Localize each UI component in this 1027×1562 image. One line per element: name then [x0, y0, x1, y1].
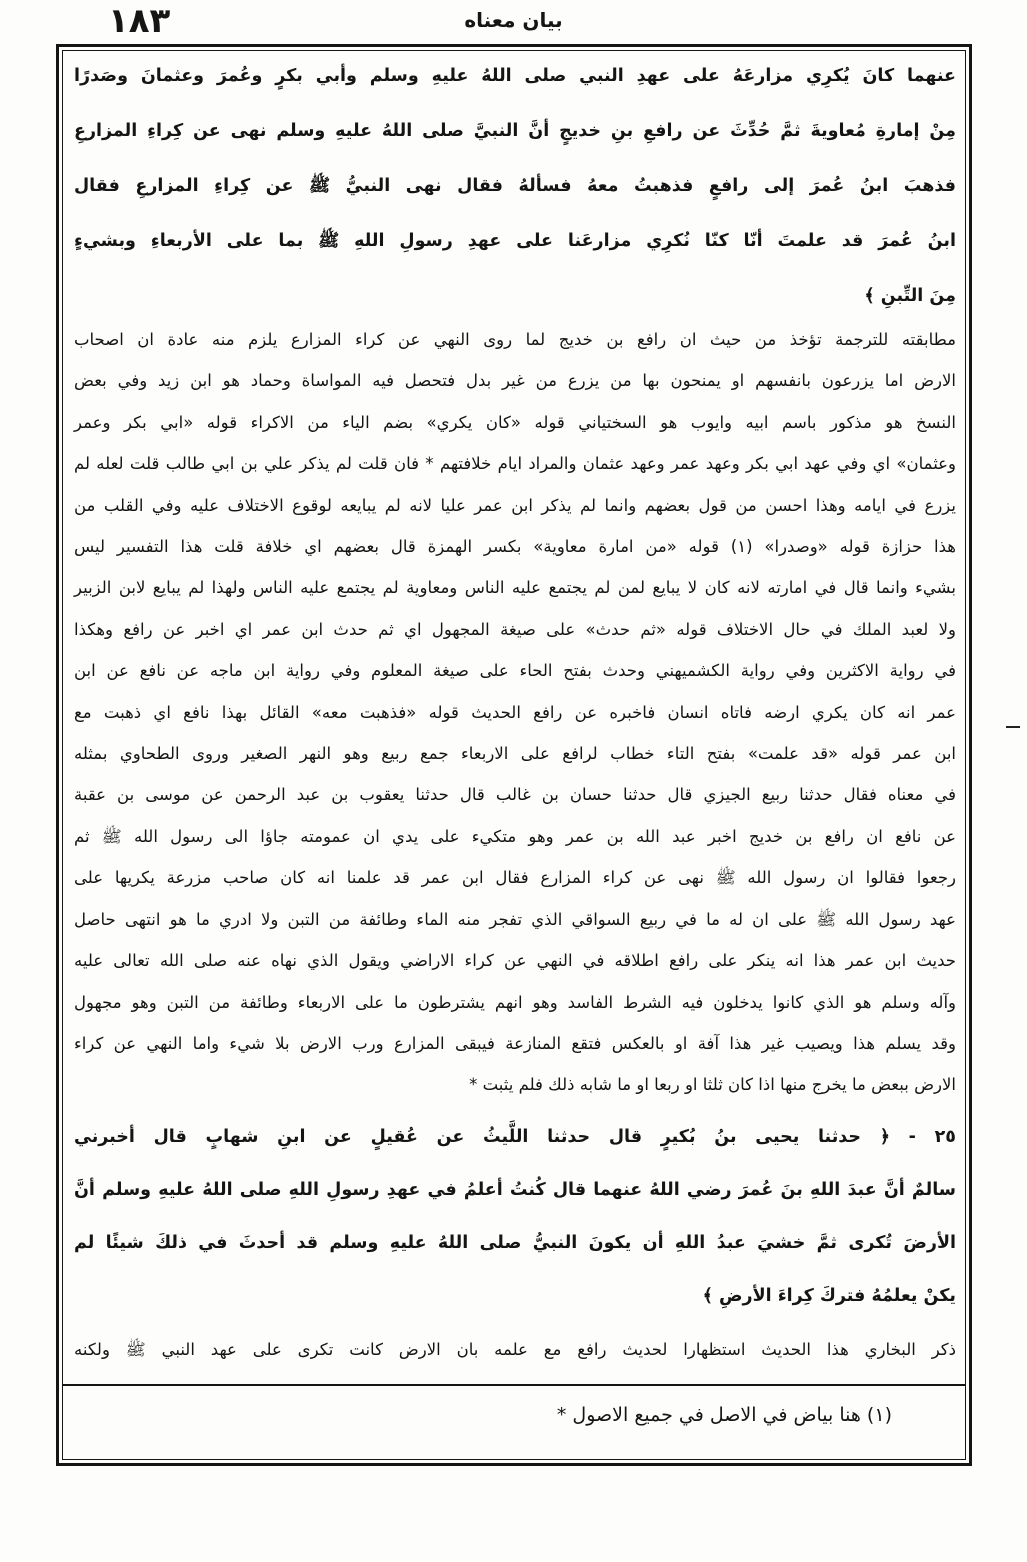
commentary-line: وآله وسلم هو الذي كانوا يدخلون فيه الشرط الفاسد وهو انهم يشترطون ما على الاربعاء وطائفة من التبن وهو مجهول	[74, 992, 956, 1012]
commentary-line: بشيء وانما قال في امارته لانه كان لا يبايع لمن لم يجتمع عليه الناس ومعاوية لم يجتمع عليه الناس ولهذا لم يبايع لابن الزبير	[74, 578, 956, 598]
commentary-line: وقد يسلم هذا ويصيب غير هذا آفة او بالعكس فتقع المنازعة فيبقى المزارع ورب الارض بلا شيء واما النهي عن كراء	[74, 1033, 956, 1053]
commentary-line: هذا حزازة قوله «وصدرا» (١) قوله «من امارة معاوية» بكسر الهمزة قال بعضهم اي خلافة قلت هذا التفسير ليس	[74, 537, 956, 557]
hadith-text-line: مِنَ التِّبنِ ﴾	[864, 286, 956, 306]
footnote: (١) هنا بياض في الاصل في جميع الاصول *	[556, 1404, 892, 1426]
commentary-block	[74, 319, 956, 1106]
margin-scan-mark	[1006, 726, 1020, 728]
commentary-line: ولا لعبد الملك في حال الاختلاف قوله «ثم حدث» على صيغة المجهول اي ثم حدث ابن عمر اي اخبر عن رافع وهكذا	[74, 619, 956, 639]
commentary-line: عهد رسول الله ﷺ على ان له ما في ربيع السواقي الذي تفجر منه الماء وطائفة من التبن ولا ادري ما هو انتهى حاصل	[74, 909, 956, 929]
commentary-line: رجعوا فقالوا ان رسول الله ﷺ نهى عن كراء المزارع فقال ابن عمر قد علمنا انه كان صاحب مزرعة يكريها على	[74, 868, 956, 888]
hadith-text-line: عنهما كانَ يُكرِي مزارعَهُ على عهدِ النبي صلى اللهُ عليهِ وسلم وأبي بكرٍ وعُمرَ وعثمانَ وصَدرًا	[74, 66, 956, 86]
hadith-text-line: الأرضَ تُكرى ثمَّ خشيَ عبدُ اللهِ أن يكونَ النبيُّ صلى اللهُ عليهِ وسلم قد أحدثَ في ذلكَ شيئًا لم	[74, 1233, 956, 1253]
commentary-line: الارض ببعض ما يخرج منها اذا كان ثلثا او ربعا او ما شابه ذلك فلم يثبت *	[469, 1075, 956, 1095]
commentary-line: يزرع في ايامه وهذا احسن من قول بعضهم وانما لم يذكر ابن عمر عليا لانه لم يبايعه لوقوع الاختلاف عليه وفي القلب من	[74, 495, 956, 515]
commentary-line: في رواية الاكثرين وفي رواية الكشميهني وحدث بفتح الحاء على صيغة المعلوم وفي رواية ابن ماجه عن نافع عن ابن	[74, 661, 956, 681]
hadith-text-line: فذهبَ ابنُ عُمرَ إلى رافعٍ فذهبتُ معهُ فسألهُ فقال نهى النبيُّ ﷺ عن كِراءِ المزارعِ فقال	[74, 176, 956, 196]
commentary-block	[74, 1330, 956, 1370]
footnote-block	[74, 1396, 956, 1434]
hadith-text-line: يكنْ يعلمُهُ فتركَ كِراءَ الأرضِ ﴾	[702, 1286, 956, 1306]
hadith-text-block	[74, 49, 956, 324]
commentary-line: ابن عمر قوله «قد علمت» بفتح التاء خطاب لرافع على الاربعاء جمع ربيع وهو النهر الصغير وروى الطحاوي بمثله	[74, 744, 956, 764]
page-number: ١٨٣	[108, 1, 171, 41]
hadith-text-line: ابنُ عُمرَ قد علمتَ أنّا كنّا نُكرِي مزارعَنا على عهدِ رسولِ اللهِ ﷺ بما على الأربعاءِ وبشيءٍ	[74, 231, 956, 251]
commentary-line: النسخ هو مذكور باسم ابيه وايوب هو السختياني قوله «كان يكري» بضم الياء من الاكراء قوله «ابي بكر وعمر	[74, 412, 956, 432]
commentary-line: ذكر البخاري هذا الحديث استظهارا لحديث رافع مع علمه بان الارض كانت تكرى على عهد النبي ﷺ ولكنه	[74, 1340, 956, 1359]
commentary-line: عن نافع ان رافع بن خديج اخبر عبد الله بن عمر وهو متكيء على يدي ان عمومته جاؤا الى رسول الله ﷺ ثم	[74, 826, 956, 846]
hadith-text-line: ٢٥ - ﴿ حدثنا يحيى بنُ بُكيرٍ قال حدثنا اللَّيثُ عن عُقيلٍ عن ابنِ شهابٍ قال أخبرني	[74, 1127, 956, 1147]
commentary-line: وعثمان» اي وفي عهد ابي بكر وعهد عمر وعهد عثمان والمراد ايام خلافتهم * فان قلت لم يذكر علي بن ابي طالب قلت لعله لم	[74, 454, 956, 474]
commentary-line: حديث ابن عمر هذا انه ينكر على رافع اطلاقه في النهي عن كراء الاراضي ويقول الذي نهاه عنه صلى الله تعالى عليه	[74, 951, 956, 971]
hadith-text-line: مِنْ إمارةِ مُعاويةَ ثمَّ حُدِّثَ عن رافعِ بنِ خديجٍ أنَّ النبيَّ صلى اللهُ عليهِ وسلم نهى عن كِراءِ المزارعِ	[74, 121, 956, 141]
commentary-line: عمر انه كان يكري ارضه فاتاه انسان فاخبره عن رافع الحديث قوله «فذهبت معه» القائل بهذا نافع اي ذهبت مع	[74, 702, 956, 722]
hadith-text-line: سالمٌ أنَّ عبدَ اللهِ بنَ عُمرَ رضي اللهُ عنهما قال كُنتُ أعلمُ في عهدِ رسولِ اللهِ صلى اللهُ عليهِ وسلم أنَّ	[74, 1180, 956, 1200]
commentary-line: مطابقته للترجمة تؤخذ من حيث ان رافع بن خديج لما روى النهي عن كراء المزارع يلزم منه عادة ان اصحاب	[74, 330, 956, 349]
running-title: بيان معناه	[464, 8, 563, 32]
footnote-separator	[62, 1384, 966, 1386]
commentary-line: الارض اما يزرعون بانفسهم او يمنحون بها من يزرع من غير بدل فتحصل فيه المواساة وحماد هو ابن زيد وفي بعض	[74, 371, 956, 391]
commentary-line: في معناه فقال حدثنا ربيع الجيزي قال حدثنا حسان بن غالب قال حدثنا يعقوب بن عبد الرحمن عن موسى بن عقبة	[74, 785, 956, 805]
hadith-text-block	[74, 1111, 956, 1323]
